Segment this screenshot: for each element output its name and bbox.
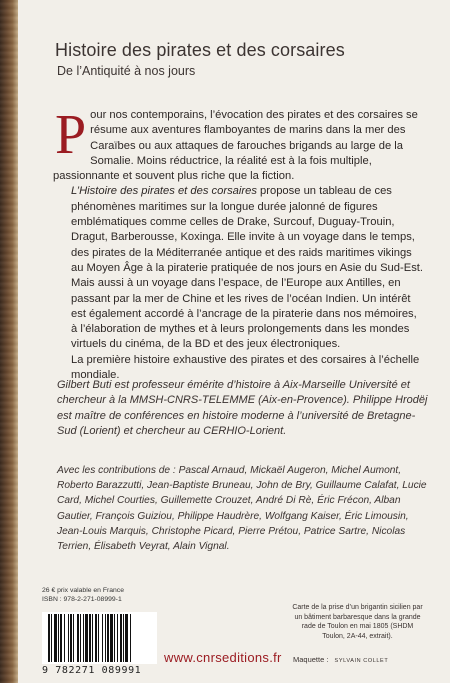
contributors-list: Avec les contributions de : Pascal Arnaud, Mickaël Augeron, Michel Aumont, Roberto Barazzutti, Jean-Baptiste Bruneau, John de Bry, Guillaume Calafat, Lucie Card, Michel Courties, Guillemette Crouzet, André Di Rè, Éric Frécon, Alban Gautier, François Guiziou, Philippe Haudrère, Wolfgang Kaiser, Éric Limousin, Jean-Louis Marquis, Christophe Picard, Pierre Prétou, Patrice Sartre, Nicolas Terrien, Élisabeth Veyrat, Alain Vignal. xyxy=(57,465,427,553)
blurb-p2-text: propose un tableau de ces phénomènes maritimes sur la longue durée jalonné de figures emblématiques comme celles de Drake, Surcouf, Duguay-Trouin, Dragut, Barberousse, Koxinga. Elle invite à un voyage dans le temps, des pirates de la Méditerranée antique et des raids maritimes vikings au Moyen Âge à la piraterie pratiquée de nos jours en Asie du Sud-Est. Mais aussi à un voyage dans l’espace, de l’Europe aux Antilles, en passant par la mer de Chine et les rives de l’océan Indien. Un intérêt est également accordé à l’ancrage de la piraterie dans nos mémoires, à l’élaboration de mythes et à leurs prolongements dans les mondes virtuels du cinéma, de la BD et des jeux électroniques. xyxy=(71,185,424,351)
price-isbn-block xyxy=(42,586,172,604)
publisher-website[interactable]: www.cnrseditions.fr xyxy=(164,650,282,665)
maquette-credit xyxy=(293,655,388,664)
book-subtitle: De l’Antiquité à nos jours xyxy=(57,64,196,78)
image-credit: Carte de la prise d’un brigantin sicilien par un bâtiment barbaresque dans la grande rade de Toulon en mai 1805 (SHDM Toulon, 2A-44, extrait). xyxy=(292,604,423,640)
isbn-text: ISBN : 978-2-271-08999-1 xyxy=(42,596,122,603)
maquette-designer: SYLVAIN COLLET xyxy=(334,658,389,664)
blurb-paragraph-3: La première histoire exhaustive des pirates et des corsaires à l’échelle mondiale. xyxy=(71,353,420,382)
blurb xyxy=(53,104,425,383)
barcode-icon xyxy=(42,612,157,664)
book-title: Histoire des pirates et des corsaires xyxy=(55,40,345,60)
barcode-digits: 9 782271 089991 xyxy=(42,665,142,676)
blurb-p1-text: our nos contemporains, l’évocation des pirates et des corsaires se résume aux aventures flamboyantes de marins dans la mer des Caraïbes ou aux attaques de farouches brigands au large de la Somalie. Moins réductrice, la réalité est à la fois multiple, passionnante et souvent plus riche que la fiction. xyxy=(53,109,418,183)
blurb-paragraph-1 xyxy=(53,104,425,184)
blurb-paragraph-2 xyxy=(53,184,425,352)
price-text: 26 € prix valable en France xyxy=(42,587,124,594)
blurb-book-title-ref: L’Histoire des pirates et des corsaires xyxy=(71,185,257,198)
drop-cap: P xyxy=(55,104,87,166)
spine-texture xyxy=(0,0,18,683)
author-bio: Gilbert Buti est professeur émérite d’histoire à Aix-Marseille Université et chercheur à la MMSH-CNRS-TELEMME (Aix-en-Provence). Philippe Hrodëj est maître de conférences en histoire moderne à l’université de Bretagne-Sud (Lorient) et chercheur au CERHIO-Lorient. xyxy=(57,379,428,437)
maquette-label: Maquette : xyxy=(293,655,329,664)
